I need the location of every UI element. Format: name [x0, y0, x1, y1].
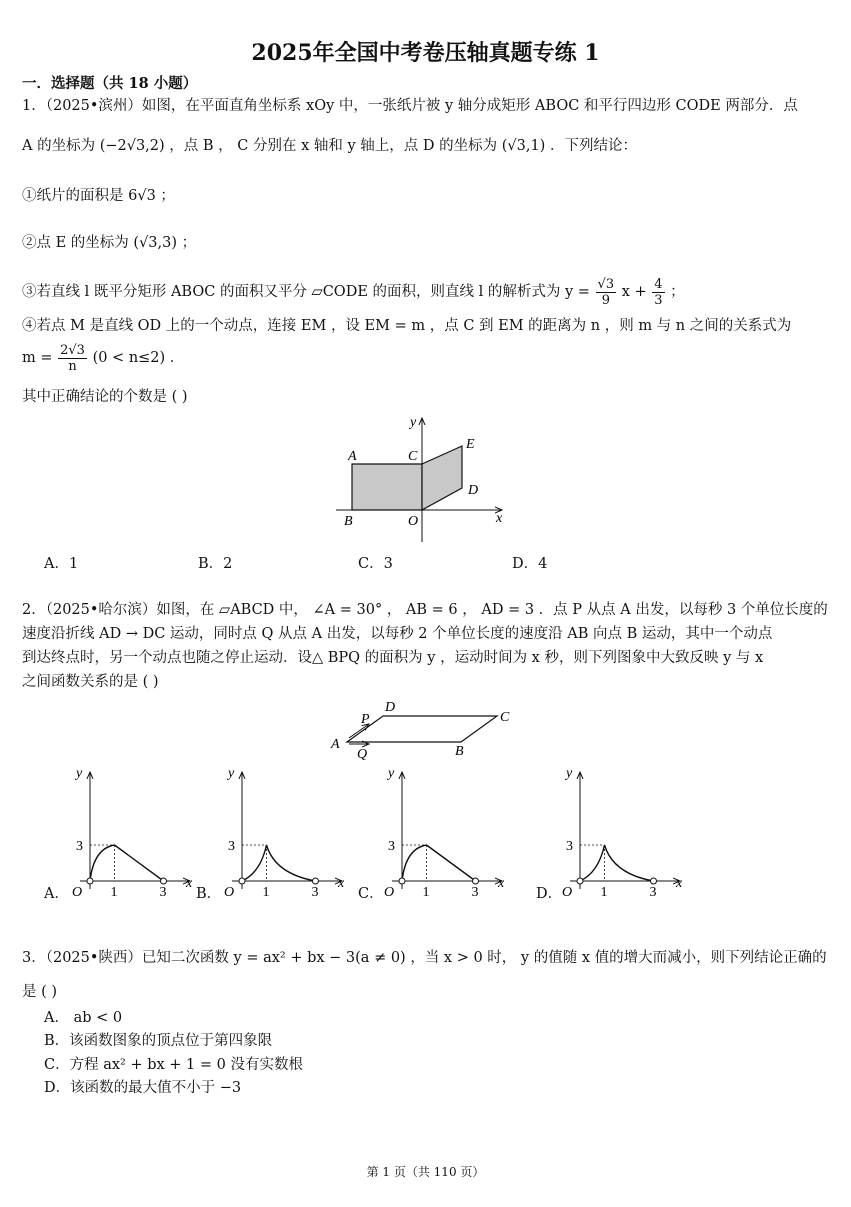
q1-c3-f2-num: 4 [654, 276, 663, 292]
graph-option-d[interactable] [550, 766, 690, 896]
q1-c3-f2-den: 3 [654, 292, 663, 308]
q2-figure [325, 696, 525, 766]
tick-y3: 3 [228, 839, 235, 854]
q1-option-b[interactable]: B．2 [198, 556, 233, 572]
label-B: B [455, 744, 464, 759]
label-O: O [562, 885, 573, 896]
q3-option-a[interactable]: A． ab < 0 [44, 1010, 123, 1026]
rectangle-ABOC [352, 464, 422, 510]
curve-falling [605, 845, 654, 881]
q1-option-d[interactable]: D．4 [512, 556, 548, 572]
curve-falling [267, 845, 316, 881]
q1-c4-den: n [68, 358, 77, 374]
label-D: D [385, 700, 396, 715]
q2-line3: 到达终点时，另一个动点也随之停止运动．设△ BPQ 的面积为 y ，运动时间为 x 秒，则下列图象中大致反映 y 与 x [22, 650, 764, 666]
q3-option-d[interactable]: D．该函数的最大值不小于 −3 [44, 1080, 242, 1096]
tick-3: 3 [649, 885, 657, 896]
q1-c3-text: ③若直线 l 既平分矩形 ABOC 的面积又平分 ▱CODE 的面积，则直线 l 的解析式为 y = [22, 284, 590, 300]
label-y: y [566, 766, 573, 781]
label-x: x [186, 876, 193, 891]
q1-line2: A 的坐标为 (−2√3,2) ，点 B ， C 分别在 x 轴和 y 轴上，点 D 的坐标为 (√3,1) ．下列结论： [22, 138, 637, 154]
q1-conclusion-4: ④若点 M 是直线 OD 上的一个动点，连接 EM ，设 EM = m ，点 C 到 EM 的距离为 n ，则 m 与 n 之间的关系式为 [22, 318, 792, 334]
tick-3: 3 [471, 885, 479, 896]
label-Q: Q [357, 747, 368, 762]
label-A: A [331, 737, 340, 752]
q1-option-a[interactable]: A．1 [44, 556, 79, 572]
label-O: O [408, 514, 419, 529]
label-y: y [228, 766, 235, 781]
q2-line4: 之间函数关系的是 ( ) [22, 674, 159, 690]
label-B: B [344, 514, 353, 529]
q1-question: 其中正确结论的个数是 ( ) [22, 389, 188, 405]
label-y: y [388, 766, 395, 781]
end-open-dot [473, 878, 479, 884]
q2-option-b[interactable]: B． [196, 886, 222, 902]
q1-c3-mid: x + [621, 284, 647, 300]
tick-1: 1 [422, 885, 430, 896]
q1-conclusion-4-formula [22, 338, 184, 378]
curve-rising [402, 845, 427, 881]
q1-figure [330, 410, 520, 550]
q1-c3-end: ； [670, 284, 685, 300]
graph-option-a[interactable] [60, 766, 200, 896]
tick-y3: 3 [76, 839, 83, 854]
q2-option-d[interactable]: D． [536, 886, 563, 902]
origin-open-dot [399, 878, 405, 884]
tick-1: 1 [262, 885, 270, 896]
q2-line1: 2．（2025•哈尔滨）如图，在 ▱ABCD 中， ∠A = 30° ， AB = 6 ， AD = 3 ．点 P 从点 A 出发，以每秒 3 个单位长度的 [22, 602, 828, 618]
label-x: x [498, 876, 505, 891]
graph-option-b[interactable] [212, 766, 352, 896]
tick-3: 3 [311, 885, 319, 896]
label-O: O [72, 885, 83, 896]
tick-y3: 3 [566, 839, 573, 854]
label-P: P [361, 712, 370, 727]
q1-conclusion-3 [22, 272, 685, 312]
q1-conclusion-1: ①纸片的面积是 6√3 ； [22, 188, 175, 204]
label-y: y [76, 766, 83, 781]
q3-option-c[interactable]: C．方程 ax² + bx + 1 = 0 没有实数根 [44, 1057, 303, 1073]
tick-y3: 3 [388, 839, 395, 854]
section-heading: 一．选择题（共 18 小题） [22, 75, 198, 92]
q3-line1: 3．（2025•陕西）已知二次函数 y = ax² + bx − 3(a ≠ 0) ，当 x > 0 时， y 的值随 x 值的增大而减小，则下列结论正确的 [22, 950, 827, 966]
label-O: O [384, 885, 395, 896]
q1-line1: 1．（2025•滨州）如图，在平面直角坐标系 xOy 中，一张纸片被 y 轴分成矩形 ABOC 和平行四边形 CODE 两部分．点 [22, 98, 798, 114]
end-open-dot [313, 878, 319, 884]
graph-option-c[interactable] [372, 766, 512, 896]
label-C: C [408, 449, 418, 464]
tick-3: 3 [159, 885, 167, 896]
label-y: y [410, 415, 417, 430]
curve-falling [115, 845, 164, 881]
q2-option-c[interactable]: C． [358, 886, 384, 902]
tick-1: 1 [110, 885, 118, 896]
parallelogram-CODE [422, 446, 462, 510]
q1-c4-pre: m = [22, 350, 53, 366]
page-footer: 第 1 页（共 110 页） [366, 1165, 485, 1179]
label-D: D [468, 483, 479, 498]
q2-option-a[interactable]: A． [44, 886, 69, 902]
tick-1: 1 [600, 885, 608, 896]
end-open-dot [161, 878, 167, 884]
label-x: x [338, 876, 345, 891]
q3-line2: 是 ( ) [22, 984, 58, 1000]
label-C: C [500, 710, 510, 725]
q1-option-c[interactable]: C．3 [358, 556, 393, 572]
page-title: 2025年全国中考卷压轴真题专练 1 [251, 40, 600, 66]
q2-line2: 速度沿折线 AD → DC 运动，同时点 Q 从点 A 出发，以每秒 2 个单位长度的速度沿 AB 向点 B 运动，其中一个动点 [22, 626, 773, 642]
label-x: x [496, 511, 503, 526]
end-open-dot [651, 878, 657, 884]
label-A: A [348, 449, 357, 464]
curve-rising [90, 845, 115, 881]
q1-conclusion-2: ②点 E 的坐标为 (√3,3) ； [22, 235, 197, 251]
label-x: x [676, 876, 683, 891]
origin-open-dot [577, 878, 583, 884]
q1-c3-fraction-1 [596, 277, 617, 308]
label-E: E [466, 437, 475, 452]
curve-falling [427, 845, 476, 881]
q1-c3-f1-num: √3 [597, 276, 615, 292]
origin-open-dot [87, 878, 93, 884]
q1-c4-post: (0 < n≤2) ． [92, 350, 185, 366]
q3-option-b[interactable]: B．该函数图象的顶点位于第四象限 [44, 1033, 273, 1049]
q1-c4-num: 2√3 [60, 342, 85, 358]
label-O: O [224, 885, 235, 896]
curve-rising [242, 845, 267, 881]
q1-c3-f1-den: 9 [601, 292, 610, 308]
q1-c3-fraction-2 [652, 277, 664, 308]
origin-open-dot [239, 878, 245, 884]
curve-rising [580, 845, 605, 881]
q1-c4-fraction [58, 343, 87, 374]
